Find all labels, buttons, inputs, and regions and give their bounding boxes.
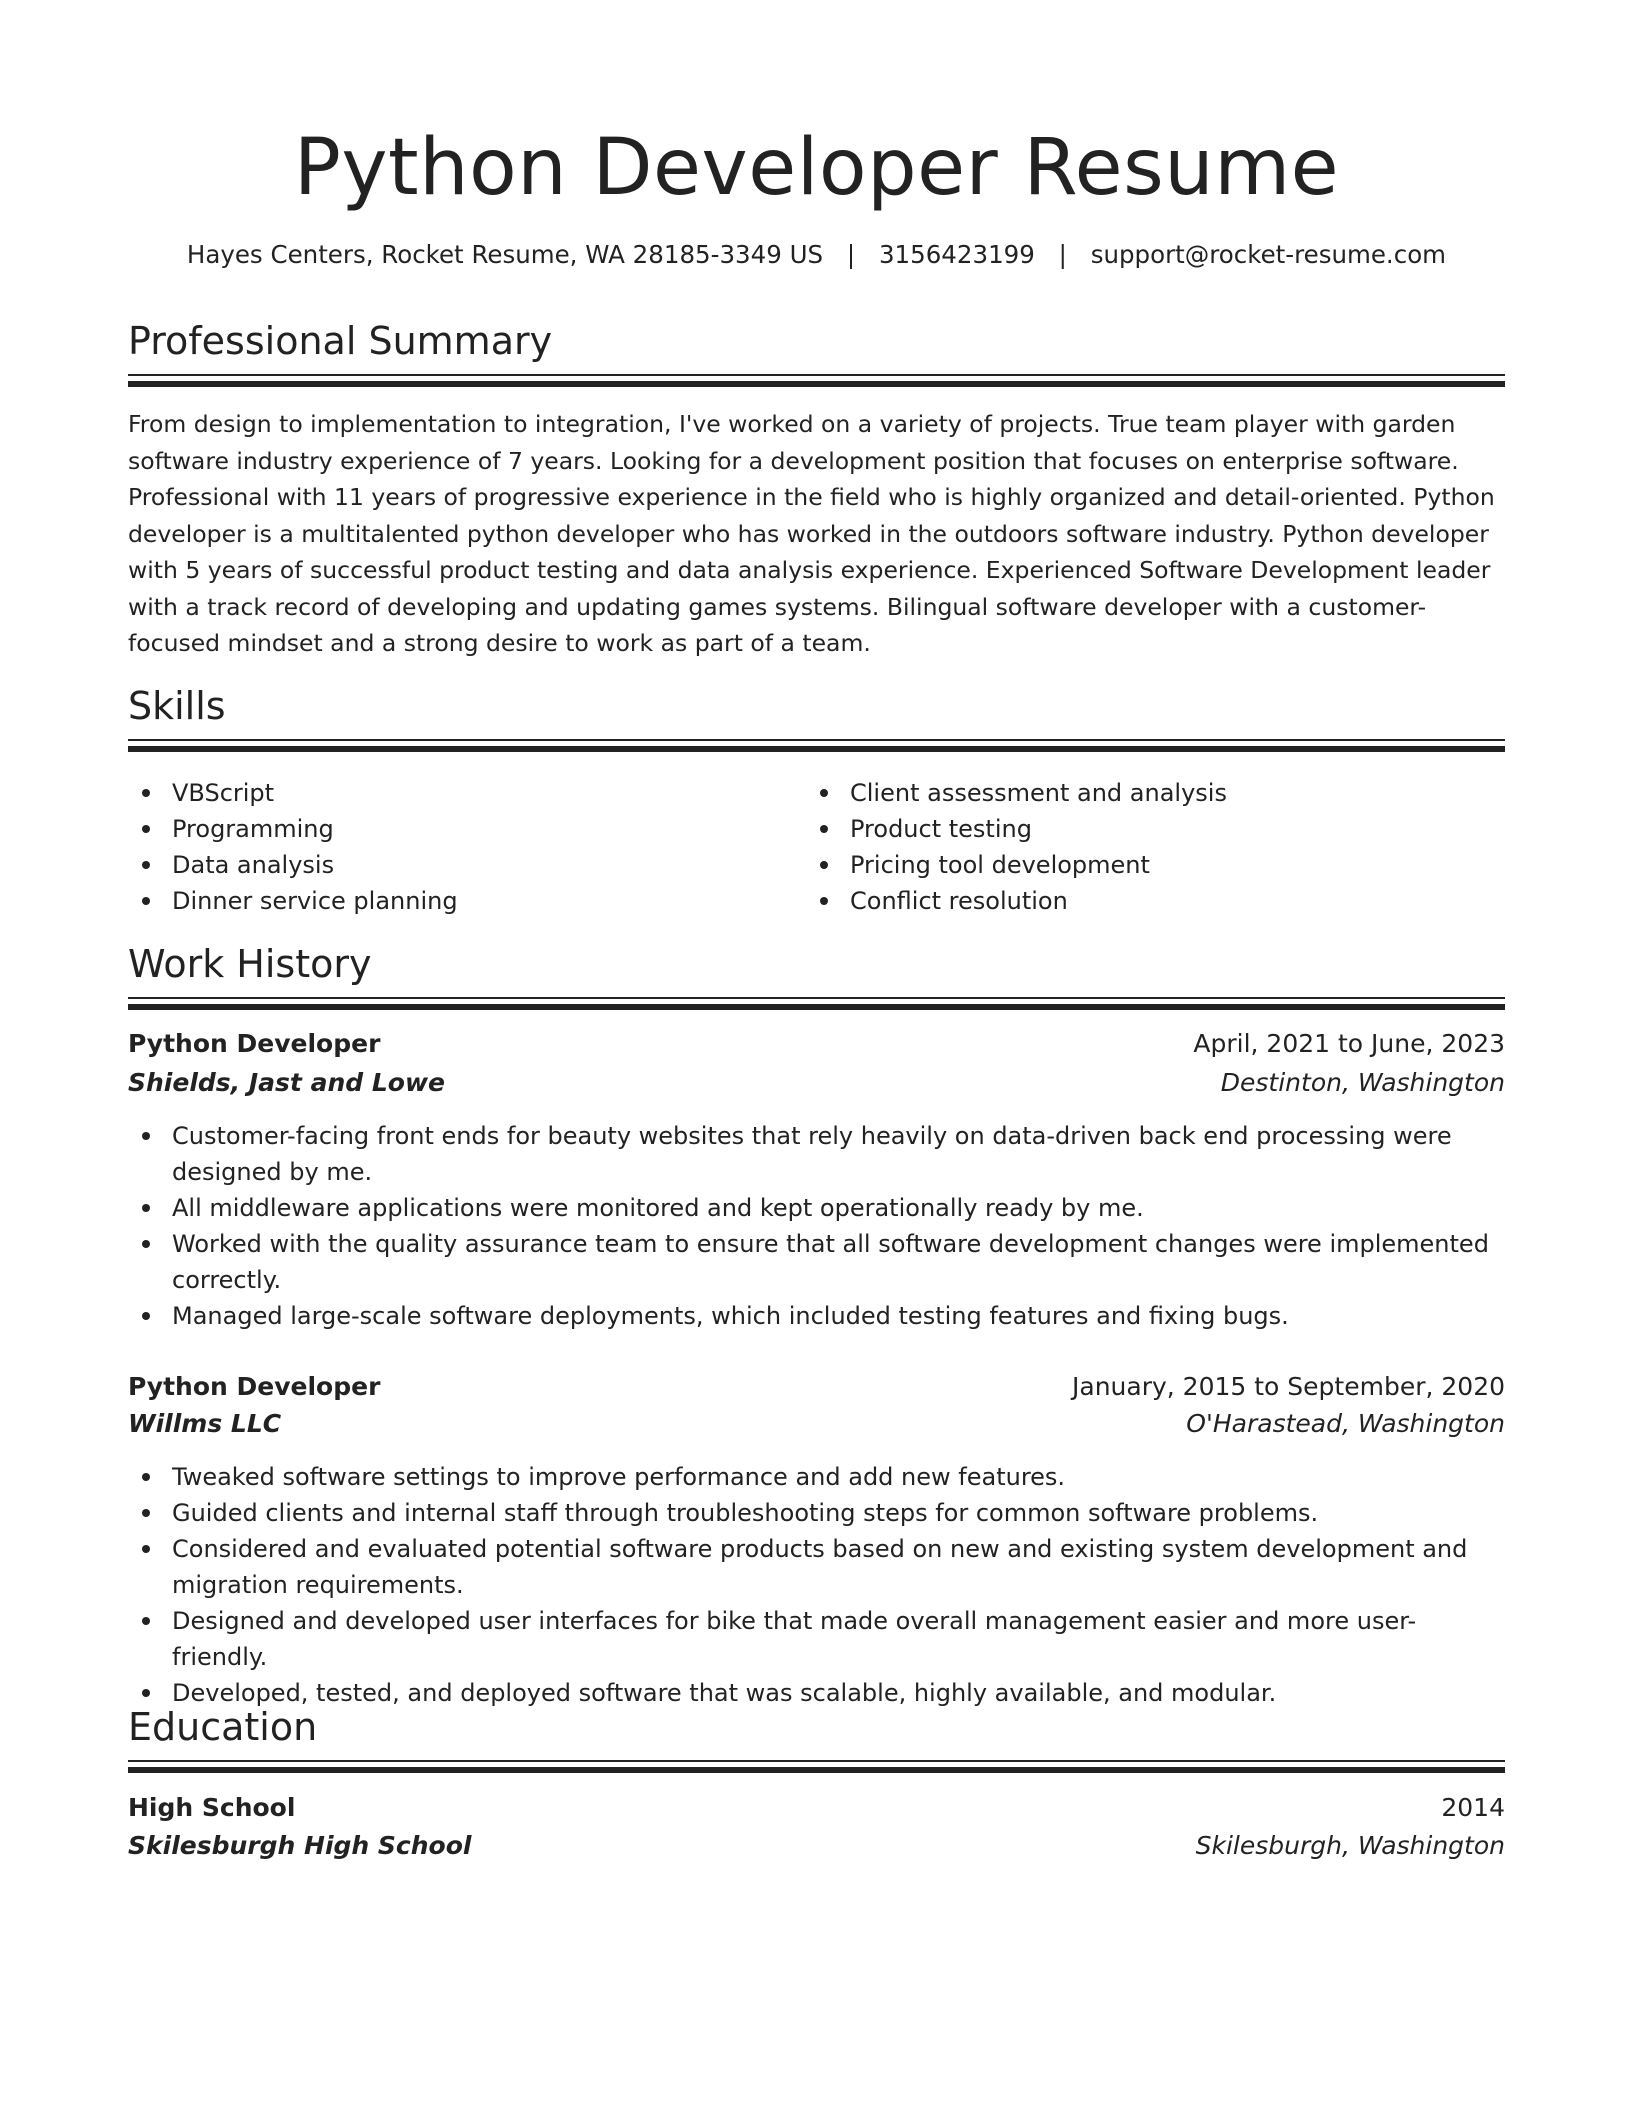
duty-item: Tweaked software settings to improve performance and add new features.	[128, 1459, 1505, 1495]
education-header	[128, 1790, 1505, 1826]
job-company: Willms LLC	[128, 1409, 282, 1438]
education-subheader	[128, 1828, 1505, 1864]
job-location: O'Harastead, Washington	[1186, 1409, 1505, 1438]
job-location: Destinton, Washington	[1220, 1068, 1505, 1097]
section-divider	[128, 374, 1505, 387]
summary-heading: Professional Summary	[128, 319, 553, 363]
duty-item: All middleware applications were monitored and kept operationally ready by me.	[128, 1190, 1505, 1226]
education-location: Skilesburgh, Washington	[1195, 1831, 1505, 1860]
contact-line	[128, 238, 1505, 272]
skills-column-left	[128, 775, 788, 919]
skill-item: VBScript	[128, 775, 788, 811]
skill-item: Product testing	[806, 811, 1486, 847]
skills-heading: Skills	[128, 684, 226, 728]
skill-item: Client assessment and analysis	[806, 775, 1486, 811]
skill-item: Data analysis	[128, 847, 788, 883]
section-divider	[128, 997, 1505, 1010]
duty-item: Worked with the quality assurance team to ensure that all software development changes were implemented correctly.	[128, 1226, 1505, 1298]
job-duties	[128, 1118, 1505, 1334]
duty-item: Customer-facing front ends for beauty websites that rely heavily on data-driven back end processing were designed by me.	[128, 1118, 1505, 1190]
education-year: 2014	[1441, 1793, 1505, 1822]
job-title: Python Developer	[128, 1372, 381, 1401]
job-header	[128, 1369, 1505, 1405]
job-company: Shields, Jast and Lowe	[128, 1068, 446, 1097]
contact-email: support@rocket-resume.com	[1090, 240, 1447, 269]
page-title: Python Developer Resume	[293, 123, 1340, 213]
skill-item: Conflict resolution	[806, 883, 1486, 919]
section-divider	[128, 1760, 1505, 1773]
job-title: Python Developer	[128, 1029, 381, 1058]
job-duties	[128, 1459, 1505, 1711]
duty-item: Guided clients and internal staff through troubleshooting steps for common software problems.	[128, 1495, 1505, 1531]
education-school: Skilesburgh High School	[128, 1831, 472, 1860]
contact-separator: |	[1058, 240, 1067, 269]
contact-phone: 3156423199	[878, 240, 1035, 269]
skill-item: Pricing tool development	[806, 847, 1486, 883]
skill-item: Dinner service planning	[128, 883, 788, 919]
duty-item: Developed, tested, and deployed software that was scalable, highly available, and modular.	[128, 1675, 1505, 1711]
contact-separator: |	[846, 240, 856, 269]
skill-item: Programming	[128, 811, 788, 847]
skills-column-right	[806, 775, 1486, 919]
job-header	[128, 1026, 1505, 1062]
job-dates: January, 2015 to September, 2020	[1072, 1372, 1505, 1401]
section-divider	[128, 739, 1505, 752]
duty-item: Managed large-scale software deployments, which included testing features and fixing bugs.	[128, 1298, 1505, 1334]
summary-text: From design to implementation to integration, I've worked on a variety of projects. True team player with garden software industry experience of 7 years. Looking for a development position that focuses on enterprise software. Professional with 11 years of progressive experience in the field who is highly organized and detail-oriented. Python developer is a multitalented python developer who has worked in the outdoors software industry. Python developer with 5 years of successful product testing and data analysis experience. Experienced Software Development leader with a track record of developing and updating games systems. Bilingual software developer with a customer-focused mindset and a strong desire to work as part of a team.	[128, 410, 1495, 657]
job-subheader	[128, 1065, 1505, 1101]
duty-item: Designed and developed user interfaces for bike that made overall management easier and more user-friendly.	[128, 1603, 1505, 1675]
education-degree: High School	[128, 1793, 296, 1822]
job-subheader	[128, 1406, 1505, 1442]
education-heading: Education	[128, 1705, 318, 1749]
work-history-heading: Work History	[128, 942, 372, 986]
duty-item: Considered and evaluated potential software products based on new and existing system development and migration requirements.	[128, 1531, 1505, 1603]
job-dates: April, 2021 to June, 2023	[1193, 1029, 1505, 1058]
contact-address: Hayes Centers, Rocket Resume, WA 28185-3349 US	[186, 240, 824, 269]
